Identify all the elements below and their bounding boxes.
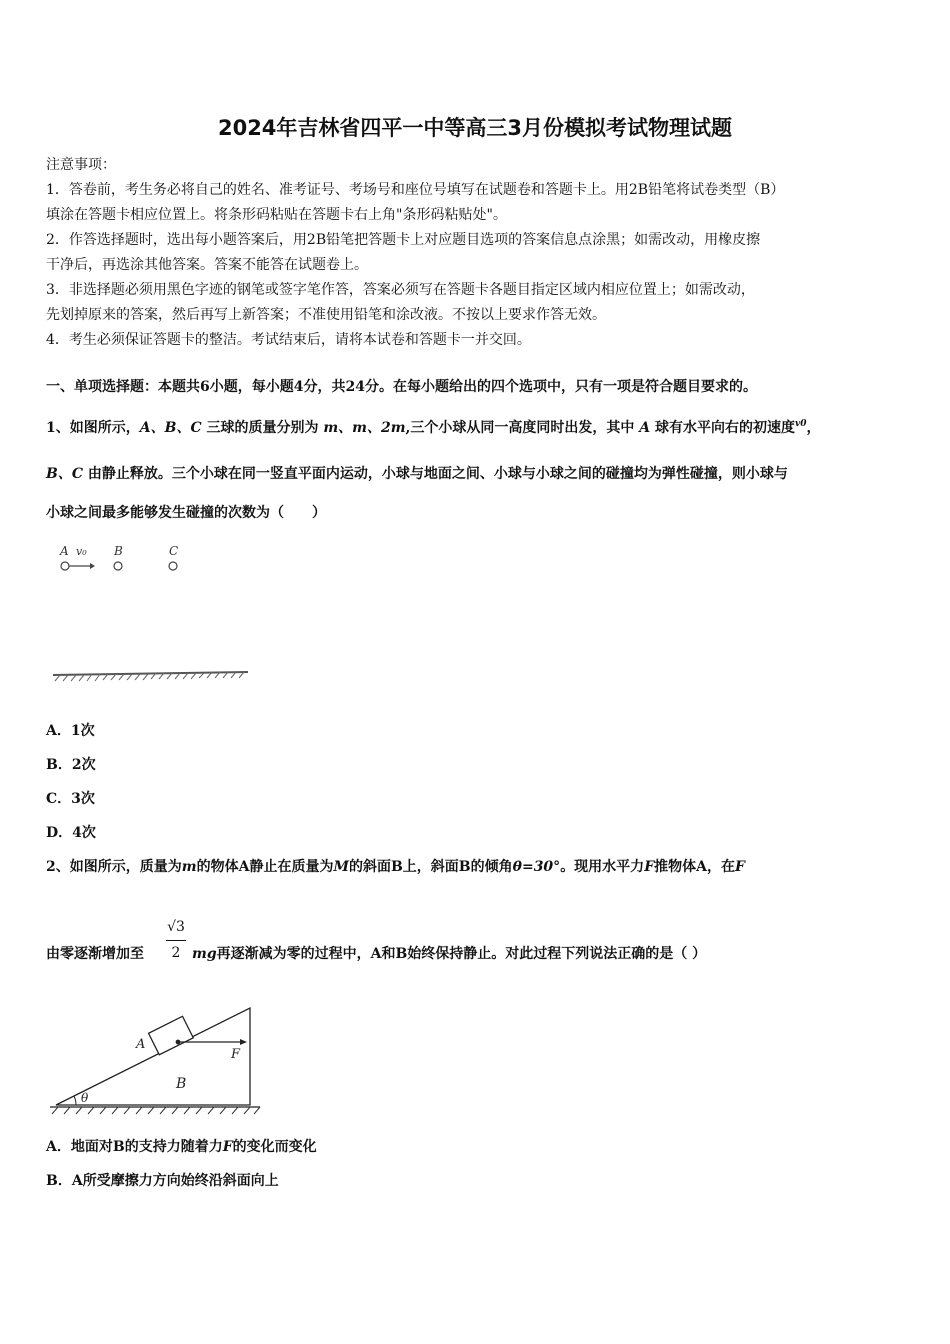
fraction-denominator: 2 (171, 945, 181, 961)
notice-line-7: 4．考生必须保证答题卡的整洁。考试结束后，请将本试卷和答题卡一并交回。 (46, 332, 531, 348)
ball-b (114, 562, 122, 570)
notice-line-4: 干净后，再选涂其他答案。答案不能答在试题卷上。 (46, 257, 368, 273)
q1-line-1: 1、如图所示，A、B、C 三球的质量分别为 m、m、2m,三个小球从同一高度同时出发，其中 A 球有水平向右的初速度$^{v0}$， (46, 419, 821, 436)
q2-label-a: A (136, 1037, 146, 1052)
ground-hatch-2 (52, 1107, 260, 1114)
fraction-numerator: √3 (167, 919, 185, 935)
q1-option-a: A．1次 (46, 723, 95, 739)
fraction-bar (166, 940, 186, 941)
q2-option-a: A．地面对B的支持力随着力F的变化而变化 (46, 1139, 317, 1155)
q1-line-3: 小球之间最多能够发生碰撞的次数为（ ） (46, 505, 326, 521)
q2-label-b: B (176, 1076, 187, 1092)
ball-a (61, 562, 69, 570)
q2-line-1: 2、如图所示，质量为m的物体A静止在质量为M的斜面B上，斜面B的倾角θ=30°。现用水平力F推物体A，在F (46, 859, 745, 875)
section-heading: 一、单项选择题：本题共6小题，每小题4分，共24分。在每小题给出的四个选项中，只有一项是符合题目要求的。 (46, 379, 757, 395)
force-f-arrowhead (240, 1039, 247, 1045)
q1-label-v0: v₀ (76, 545, 87, 558)
q2-line-2b: mg再逐渐减为零的过程中，A和B始终保持静止。对此过程下列说法正确的是（ ） (192, 946, 707, 962)
q1-option-d: D．4次 (46, 825, 96, 841)
q1-figure (50, 540, 260, 690)
v0-symbol: v0 (795, 419, 807, 429)
notice-line-6: 先划掉原来的答案，然后再写上新答案；不准使用铅笔和涂改液。不按以上要求作答无效。 (46, 307, 606, 323)
notice-line-3: 2．作答选择题时，选出每小题答案后，用2B铅笔把答题卡上对应题目选项的答案信息点涂黑；如需改动，用橡皮擦 (46, 232, 761, 248)
q1-option-c: C．3次 (46, 791, 95, 807)
q1-label-c: C (169, 544, 179, 558)
q1-label-b: B (114, 544, 123, 558)
ball-c (169, 562, 177, 570)
notice-line-5: 3．非选择题必须用黑色字迹的钢笔或签字笔作答，答案必须写在答题卡各题目指定区域内相应位置上；如需改动， (46, 282, 755, 298)
q1-label-a: A (60, 544, 69, 558)
q2-line-2a: 由零逐渐增加至 (46, 946, 144, 962)
velocity-arrowhead (90, 563, 95, 569)
page-title: 2024年吉林省四平一中等高三3月份模拟考试物理试题 (217, 116, 733, 140)
block-a (149, 1016, 194, 1054)
q1-option-b: B．2次 (46, 757, 96, 773)
notice-line-1: 1．答卷前，考生务必将自己的姓名、准考证号、考场号和座位号填写在试题卷和答题卡上。用2B铅笔将试卷类型（B） (46, 182, 785, 198)
angle-arc (74, 1096, 76, 1105)
q2-label-theta: θ (81, 1091, 89, 1105)
q2-figure (48, 1000, 268, 1122)
notice-line-2: 填涂在答题卡相应位置上。将条形码粘贴在答题卡右上角"条形码粘贴处"。 (46, 207, 507, 223)
notice-heading: 注意事项： (46, 157, 116, 173)
q2-option-b: B．A所受摩擦力方向始终沿斜面向上 (46, 1173, 279, 1189)
q2-label-f: F (231, 1047, 241, 1062)
q1-line-2: B、C 由静止释放。三个小球在同一竖直平面内运动，小球与地面之间、小球与小球之间的碰撞均为弹性碰撞，则小球与 (46, 466, 788, 482)
